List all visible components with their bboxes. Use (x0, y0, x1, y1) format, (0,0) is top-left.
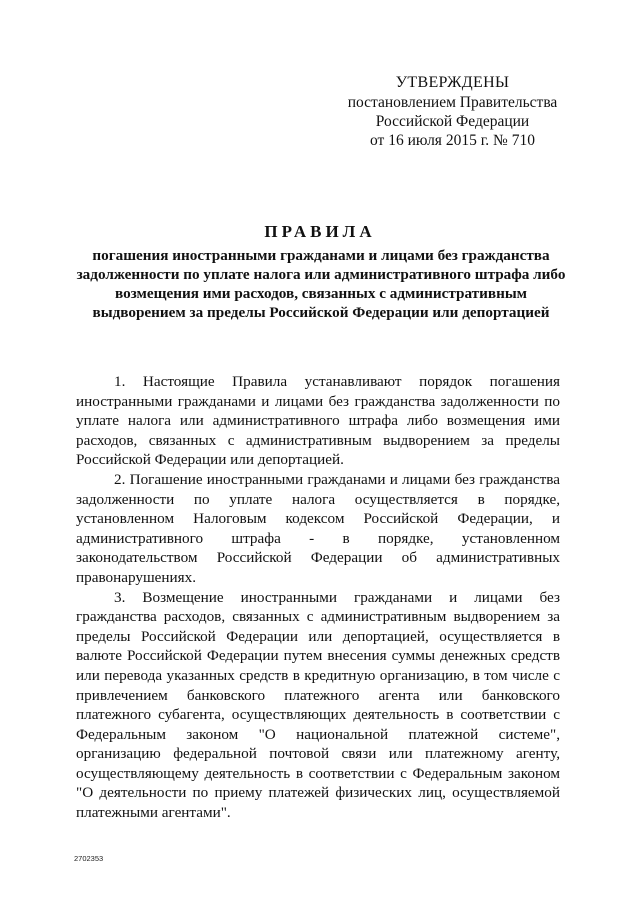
subtitle-line-2: задолженности по уплате налога или административного штрафа либо (76, 266, 566, 283)
subtitle-line-3: возмещения ими расходов, связанных с административным (114, 285, 528, 302)
approval-line-2: Российской Федерации (375, 113, 530, 130)
subtitle-line-4: выдворением за пределы Российской Федерации или депортацией (92, 304, 550, 321)
document-code: 2702353 (74, 854, 104, 863)
document-body (76, 372, 560, 823)
approval-stamp (340, 72, 565, 150)
approval-line-3: от 16 июля 2015 г. № 710 (370, 132, 535, 149)
paragraph-1: 1. Настоящие Правила устанавливают порядок погашения иностранными гражданами и лицами без гражданства задолженности по уплате налога или административного штрафа либо возмещения ими расходов, связанных с административным выдворением за пределы Российской Федерации или депортацией. (76, 373, 560, 469)
document-title: ПРАВИЛА (264, 222, 376, 241)
document-subtitle (70, 246, 572, 322)
paragraph-2: 2. Погашение иностранными гражданами и лицами без гражданства задолженности по уплате налога осуществляется в порядке, установленном Налоговым кодексом Российской Федерации, и административного штрафа - в порядке, установленном законодательством Российской Федерации об административных правонарушениях. (76, 470, 560, 586)
subtitle-line-1: погашения иностранными гражданами и лицами без гражданства (92, 247, 550, 264)
approval-heading: УТВЕРЖДЕНЫ (395, 74, 510, 91)
approval-line-1: постановлением Правительства (347, 94, 558, 111)
paragraph-3: 3. Возмещение иностранными гражданами и лицами без гражданства расходов, связанных с административным выдворением за пределы Российской Федерации или депортацией, осуществляется в валюте Российской Федерации путем внесения суммы денежных средств или перевода указанных средств в кредитную организацию, в том числе с привлечением банковского платежного агента или банковского платежного субагента, осуществляющих деятельность в соответствии с Федеральным законом "О национальной платежной системе", организацию федеральной почтовой связи или платежному агенту, осуществляющему деятельность в соответствии с Федеральным законом "О деятельности по приему платежей физических лиц, осуществляемой платежными агентами". (76, 588, 560, 822)
